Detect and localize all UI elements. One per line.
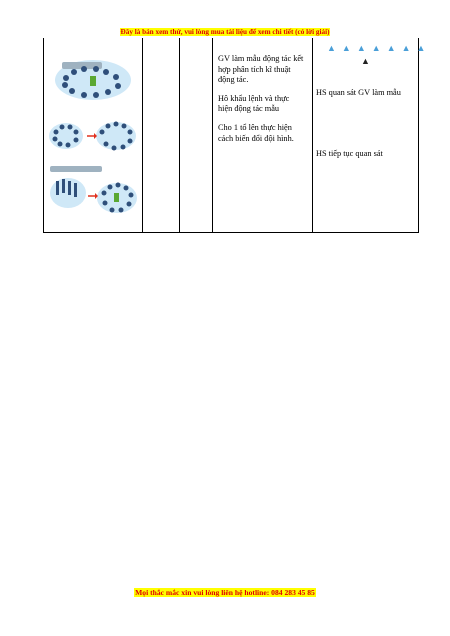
arrow-up-icon: ▲ [327, 43, 336, 53]
teacher-activity-line: Cho 1 tổ lên thực hiện cách biến đổi đội hình. [218, 122, 294, 143]
arrow-up-icon: ▲ [341, 43, 351, 53]
formation-illustration [44, 38, 142, 228]
student-cell-content [313, 38, 426, 228]
teacher-figure-icon: ▲ [361, 56, 370, 66]
arrow-up-icon: ▲ [401, 43, 411, 53]
teacher-activity-cell [213, 38, 313, 232]
empty-cell [143, 38, 180, 232]
preview-notice-text: Đây là bản xem thử, vui lòng mua tài liệu để xem chi tiết (có lời giải) [120, 28, 330, 36]
arrow-up-icon: ▲ [386, 43, 396, 53]
empty-cell [180, 38, 213, 232]
hotline-notice [0, 588, 450, 597]
arrow-up-icon: ▲ [356, 43, 366, 53]
hotline-notice-text: Mọi thắc mắc xin vui lòng liên hệ hotline: 084 283 45 85 [135, 588, 315, 597]
teacher-activity-line: Hô khẩu lệnh và thực hiện động tác mẫu [218, 93, 290, 114]
arrow-up-icon: ▲ [416, 43, 426, 53]
arrow-up-icon: ▲ [371, 43, 381, 53]
lesson-table [43, 38, 426, 233]
student-activity-line: HS quan sát GV làm mẫu [316, 88, 401, 97]
illustration-cell [44, 38, 143, 232]
table-row [44, 38, 419, 232]
preview-notice [0, 28, 450, 36]
student-activity-line: HS tiếp tục quan sát [316, 148, 383, 158]
teacher-activity-line: GV làm mẫu động tác kết hợp phân tích kĩ thuật động tác. [218, 54, 304, 85]
student-activity-cell [313, 38, 426, 232]
student-arrows [313, 38, 426, 53]
